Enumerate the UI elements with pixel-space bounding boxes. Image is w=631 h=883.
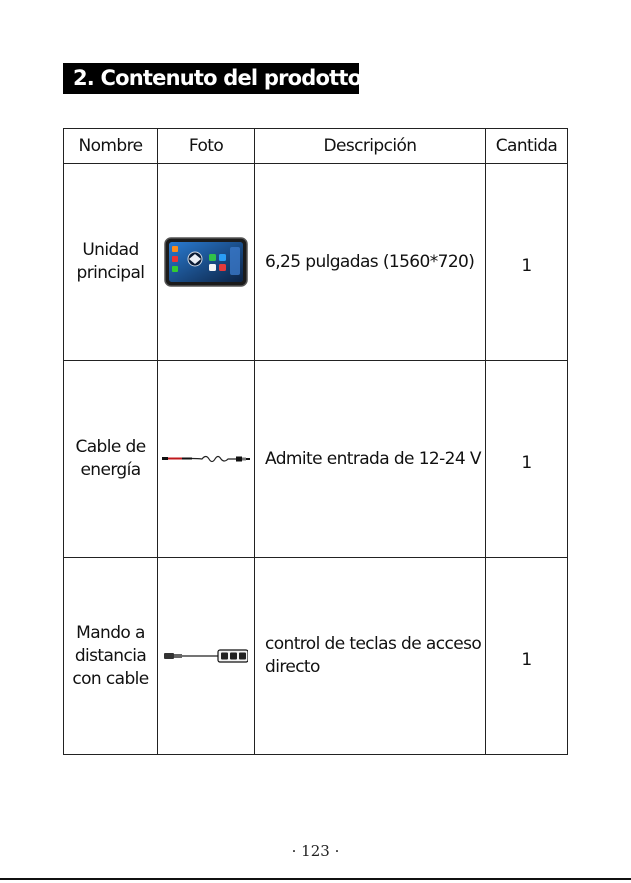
header-photo: Foto — [158, 129, 255, 164]
item-quantity — [486, 558, 568, 755]
header-quantity: Cantida — [486, 129, 568, 164]
item-quantity — [486, 361, 568, 558]
item-name: Cable de energía — [64, 361, 158, 558]
power-cable-icon — [162, 450, 250, 468]
table-row — [64, 558, 568, 755]
item-description: 6,25 pulgadas (1560*720) — [255, 164, 486, 361]
item-photo — [158, 361, 255, 558]
table-row — [64, 361, 568, 558]
bottom-divider — [0, 878, 631, 880]
item-quantity — [486, 164, 568, 361]
item-description: Admite entrada de 12-24 V — [255, 361, 486, 558]
table-row — [64, 164, 568, 361]
item-name: Unidad principal — [64, 164, 158, 361]
table-header-row — [64, 129, 568, 164]
page-number: · 123 · — [291, 842, 340, 860]
header-description: Descripción — [255, 129, 486, 164]
item-description: control de teclas de acceso directo — [255, 558, 486, 755]
item-quantity-value: 1 — [521, 453, 532, 473]
item-photo — [158, 558, 255, 755]
wired-remote-icon — [164, 648, 248, 664]
item-photo — [158, 164, 255, 361]
head-unit-screen-icon — [164, 237, 248, 287]
item-quantity-value: 1 — [521, 256, 532, 276]
item-quantity-value: 1 — [521, 650, 532, 670]
header-name: Nombre — [64, 129, 158, 164]
section-title: 2. Contenuto del prodotto — [63, 63, 359, 94]
item-name: Mando a distancia con cable — [64, 558, 158, 755]
package-contents-table — [63, 128, 568, 755]
